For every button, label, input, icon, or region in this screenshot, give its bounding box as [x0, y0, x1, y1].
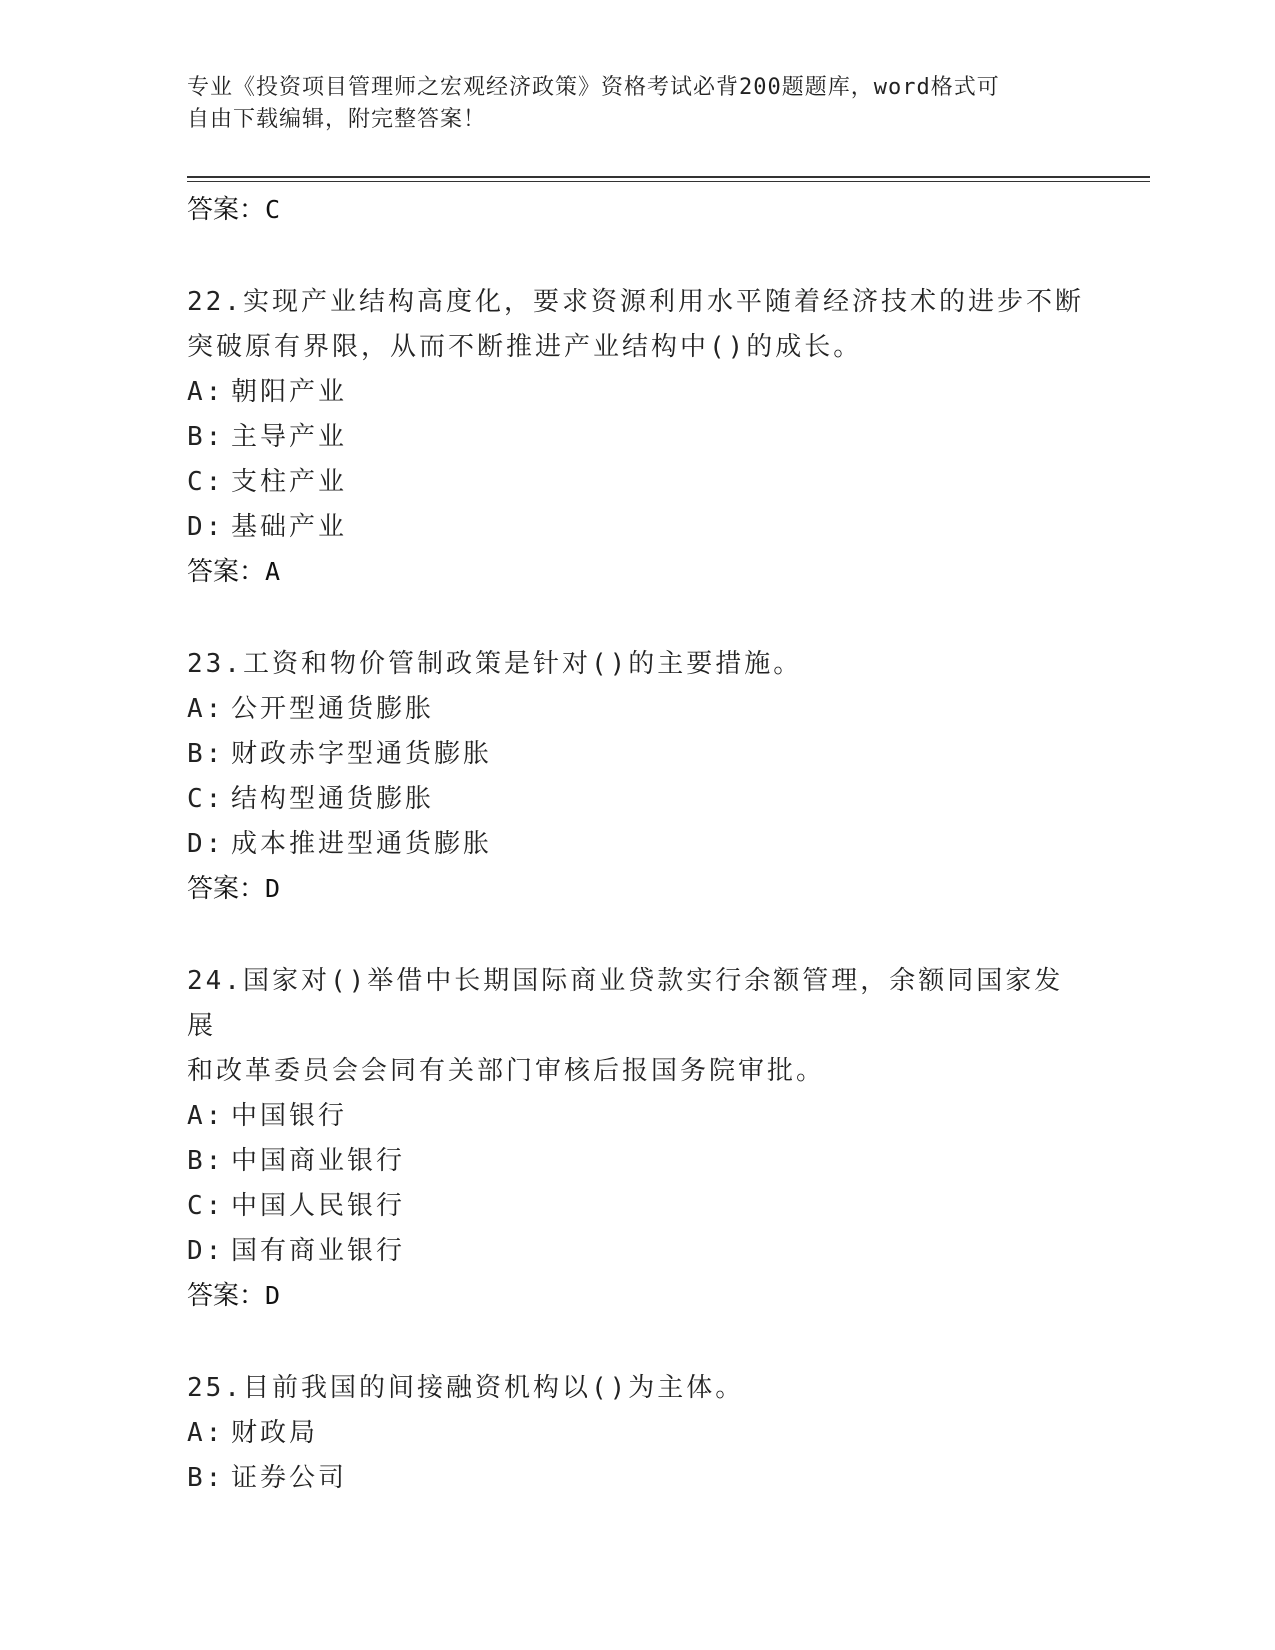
option-letter: D:	[187, 829, 225, 859]
option-text: 中国人民银行	[231, 1191, 406, 1221]
option-a	[187, 1411, 1087, 1456]
option-c	[187, 460, 1087, 505]
question-list	[187, 188, 1087, 1501]
header-divider-thin	[187, 181, 1150, 182]
answer-label: 答案：	[187, 874, 266, 904]
option-text: 财政赤字型通货膨胀	[231, 739, 493, 769]
option-letter: B:	[187, 422, 225, 452]
answer-value: D	[265, 1281, 281, 1310]
option-b	[187, 732, 1087, 777]
question-24	[187, 959, 1087, 1318]
header-divider-thick	[187, 176, 1150, 178]
answer-value: C	[265, 195, 281, 224]
option-b	[187, 415, 1087, 460]
question-stem	[187, 959, 1087, 1094]
option-a	[187, 687, 1087, 732]
answer-label: 答案：	[187, 195, 266, 225]
option-text: 财政局	[231, 1418, 319, 1448]
option-letter: B:	[187, 1146, 225, 1176]
option-text: 基础产业	[231, 512, 348, 542]
answer-line	[187, 1274, 1087, 1318]
answer-label: 答案：	[187, 557, 266, 587]
question-22	[187, 280, 1087, 594]
option-letter: A:	[187, 1418, 225, 1448]
document-header	[187, 72, 1067, 136]
option-b	[187, 1139, 1087, 1184]
option-letter: A:	[187, 1101, 225, 1131]
answer-value: D	[265, 874, 281, 903]
spacer	[187, 232, 1087, 280]
answer-value: A	[265, 557, 281, 586]
option-c	[187, 1184, 1087, 1229]
option-letter: A:	[187, 694, 225, 724]
spacer	[187, 1318, 1087, 1366]
option-c	[187, 777, 1087, 822]
question-25	[187, 1366, 1087, 1501]
option-a	[187, 1094, 1087, 1139]
option-text: 朝阳产业	[231, 377, 348, 407]
question-stem-line-1: 25.目前我国的间接融资机构以()为主体。	[187, 1373, 745, 1403]
option-letter: C:	[187, 467, 225, 497]
option-letter: D:	[187, 512, 225, 542]
option-letter: B:	[187, 1463, 225, 1493]
question-stem-line-1: 23.工资和物价管制政策是针对()的主要措施。	[187, 649, 803, 679]
spacer	[187, 911, 1087, 959]
question-stem	[187, 280, 1087, 370]
header-line-1: 专业《投资项目管理师之宏观经济政策》资格考试必背200题题库，word格式可	[187, 75, 1000, 100]
option-text: 中国银行	[231, 1101, 348, 1131]
question-stem	[187, 642, 1087, 687]
option-text: 国有商业银行	[231, 1236, 406, 1266]
option-d	[187, 505, 1087, 550]
answer-label: 答案：	[187, 1281, 266, 1311]
question-stem-line-2: 和改革委员会会同有关部门审核后报国务院审批。	[187, 1056, 826, 1086]
spacer	[187, 594, 1087, 642]
question-stem-line-2: 突破原有界限，从而不断推进产业结构中()的成长。	[187, 332, 863, 362]
option-text: 公开型通货膨胀	[231, 694, 435, 724]
option-a	[187, 370, 1087, 415]
question-stem	[187, 1366, 1087, 1411]
question-stem-line-1: 24.国家对()举借中长期国际商业贷款实行余额管理，余额同国家发展	[187, 966, 1064, 1041]
question-23	[187, 642, 1087, 911]
option-text: 中国商业银行	[231, 1146, 406, 1176]
option-letter: B:	[187, 739, 225, 769]
option-b	[187, 1456, 1087, 1501]
header-line-2: 自由下载编辑，附完整答案！	[187, 107, 487, 132]
answer-line-prev	[187, 188, 1087, 232]
option-letter: A:	[187, 377, 225, 407]
option-letter: D:	[187, 1236, 225, 1266]
option-d	[187, 1229, 1087, 1274]
option-text: 成本推进型通货膨胀	[231, 829, 493, 859]
option-letter: C:	[187, 784, 225, 814]
option-d	[187, 822, 1087, 867]
question-stem-line-1: 22.实现产业结构高度化，要求资源利用水平随着经济技术的进步不断	[187, 287, 1084, 317]
answer-line	[187, 867, 1087, 911]
answer-line	[187, 550, 1087, 594]
option-letter: C:	[187, 1191, 225, 1221]
option-text: 结构型通货膨胀	[231, 784, 435, 814]
option-text: 支柱产业	[231, 467, 348, 497]
option-text: 证券公司	[231, 1463, 348, 1493]
option-text: 主导产业	[231, 422, 348, 452]
